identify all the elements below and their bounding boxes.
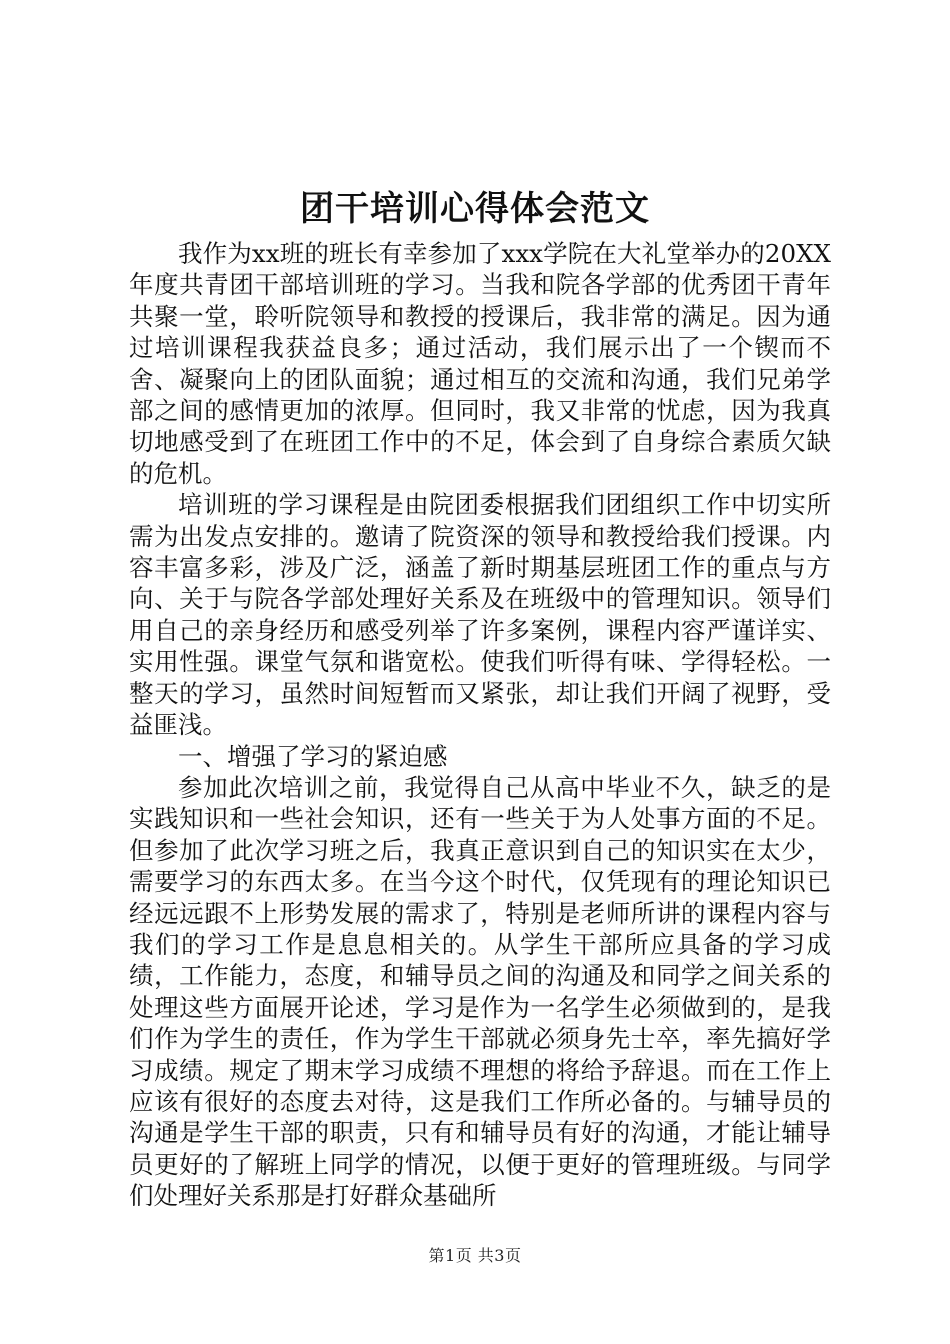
paragraph-course: 培训班的学习课程是由院团委根据我们团组织工作中切实所需为出发点安排的。邀请了院资深的领导和教授给我们授课。内容丰富多彩，涉及广泛，涵盖了新时期基层班团工作的重点与方向、关于与院各学部处理好关系及在班级中的管理知识。领导们用自己的亲身经历和感受列举了许多案例，课程内容严谨详实、实用性强。课堂气氛和谐宽松。使我们听得有味、学得轻松。一整天的学习，虽然时间短暂而又紧张，却让我们开阔了视野，受益匪浅。: [129, 490, 831, 740]
document-title: 团干培训心得体会范文: [300, 189, 650, 229]
document-body: [129, 238, 831, 1212]
paragraph-section-1: 参加此次培训之前，我觉得自己从高中毕业不久，缺乏的是实践知识和一些社会知识，还有一些关于为人处事方面的不足。但参加了此次学习班之后，我真正意识到自己的知识实在太少，需要学习的东西太多。在当今这个时代，仅凭现有的理论知识已经远远跟不上形势发展的需求了，特别是老师所讲的课程内容与我们的学习工作是息息相关的。从学生干部所应具备的学习成绩，工作能力，态度，和辅导员之间的沟通及和同学之间关系的处理这些方面展开论述，学习是作为一名学生必须做到的，是我们作为学生的责任，作为学生干部就必须身先士卒，率先搞好学习成绩。规定了期末学习成绩不理想的将给予辞退。而在工作上应该有很好的态度去对待，这是我们工作所必备的。与辅导员的沟通是学生干部的职责，只有和辅导员有好的沟通，才能让辅导员更好的了解班上同学的情况，以便于更好的管理班级。与同学们处理好关系那是打好群众基础所: [129, 772, 831, 1211]
section-heading-1: 一、增强了学习的紧迫感: [178, 741, 448, 771]
page-footer: 第1页 共3页: [428, 1246, 522, 1265]
paragraph-intro: 我作为xx班的班长有幸参加了xxx学院在大礼堂举办的20XX年度共青团干部培训班的学习。当我和院各学部的优秀团干青年共聚一堂，聆听院领导和教授的授课后，我非常的满足。因为通过培训课程我获益良多；通过活动，我们展示出了一个锲而不舍、凝聚向上的团队面貌；通过相互的交流和沟通，我们兄弟学部之间的感情更加的浓厚。但同时，我又非常的忧虑，因为我真切地感受到了在班团工作中的不足，体会到了自身综合素质欠缺的危机。: [129, 239, 831, 488]
